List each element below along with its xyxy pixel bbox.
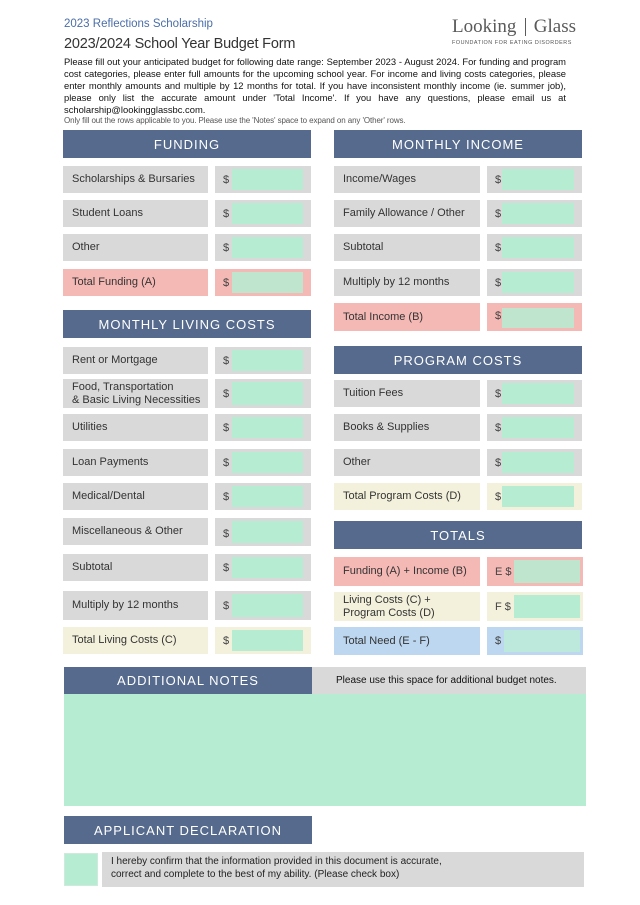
program-amount-other — [487, 449, 582, 476]
program-label-tuition: Tuition Fees — [334, 380, 480, 407]
totals-amount-need — [487, 627, 583, 655]
instructions-paragraph: Please fill out your anticipated budget for following date range: September 2023 - August 2024. For funding and program cost categories, please enter full amounts for the upcoming school year. For income and living costs categories, please enter monthly amounts and multiple by 12 months for total. If you have inconsistent monthly income (ie. summer job), please only list the accurate amount under 'Total Income'. If you have any questions, please email us at scholarship@lookingglassbc.com. — [64, 56, 566, 115]
funding-label-other: Other — [63, 234, 208, 261]
currency-symbol: $ — [223, 456, 230, 469]
funding-amount-total — [215, 269, 311, 296]
currency-symbol: $ — [223, 421, 230, 434]
living-amount-rent — [215, 347, 311, 374]
totals-label-f: Living Costs (C) + Program Costs (D) — [334, 592, 480, 621]
program-label-other: Other — [334, 449, 480, 476]
living-amount-total — [215, 627, 311, 654]
currency-symbol: $ — [495, 207, 502, 220]
totals-need-input[interactable] — [504, 630, 580, 652]
additional-notes-textarea[interactable] — [64, 694, 586, 806]
currency-symbol: $ — [223, 354, 230, 367]
totals-need-prefix: $ — [495, 635, 502, 647]
income-label-wages: Income/Wages — [334, 166, 480, 193]
currency-symbol: $ — [223, 528, 230, 541]
declaration-text: I hereby confirm that the information provided in this document is accurate, correct and complete to the best of my ability. (Please check box) — [102, 852, 584, 887]
living-label-medical: Medical/Dental — [63, 483, 208, 510]
living-label-loan-payments: Loan Payments — [63, 449, 208, 476]
living-multiply-input[interactable] — [232, 594, 303, 617]
totals-label-e: Funding (A) + Income (B) — [334, 557, 480, 586]
currency-symbol: $ — [223, 173, 230, 186]
currency-symbol: $ — [223, 207, 230, 220]
program-costs-header: PROGRAM COSTS — [334, 346, 582, 374]
income-wages-input[interactable] — [502, 169, 574, 190]
living-total-input[interactable] — [232, 630, 303, 651]
living-label-subtotal: Subtotal — [63, 554, 208, 581]
living-label-utilities: Utilities — [63, 414, 208, 441]
income-label-subtotal: Subtotal — [334, 234, 480, 261]
living-amount-subtotal — [215, 554, 311, 581]
living-misc-input[interactable] — [232, 521, 303, 543]
living-amount-misc — [215, 518, 311, 546]
living-label-rent: Rent or Mortgage — [63, 347, 208, 374]
living-costs-header: MONTHLY LIVING COSTS — [63, 310, 311, 338]
living-label-food: Food, Transportation & Basic Living Necessities — [63, 379, 208, 408]
program-label-books: Books & Supplies — [334, 414, 480, 441]
totals-header: TOTALS — [334, 521, 582, 549]
living-label-misc: Miscellaneous & Other — [63, 518, 208, 545]
program-tuition-input[interactable] — [502, 383, 574, 404]
logo-divider — [525, 18, 526, 36]
income-label-family-allowance: Family Allowance / Other — [334, 200, 480, 227]
program-amount-tuition — [487, 380, 582, 407]
funding-label-total: Total Funding (A) — [63, 269, 208, 296]
funding-amount-other — [215, 234, 311, 261]
currency-symbol: $ — [223, 241, 230, 254]
currency-symbol: $ — [495, 387, 502, 400]
funding-label-student-loans: Student Loans — [63, 200, 208, 227]
currency-symbol: $ — [495, 421, 502, 434]
income-amount-subtotal — [487, 234, 582, 261]
living-label-multiply: Multiply by 12 months — [63, 591, 208, 620]
program-total-input[interactable] — [502, 486, 574, 507]
applicant-declaration-header: APPLICANT DECLARATION — [64, 816, 312, 844]
currency-symbol: $ — [495, 490, 502, 503]
additional-notes-info: Please use this space for additional budget notes. — [312, 667, 586, 694]
logo-word-right: Glass — [533, 16, 576, 37]
currency-symbol: $ — [495, 309, 502, 322]
living-label-total: Total Living Costs (C) — [63, 627, 208, 654]
totals-amount-e — [487, 557, 583, 586]
totals-f-prefix: F $ — [495, 600, 511, 613]
income-label-multiply: Multiply by 12 months — [334, 269, 480, 296]
program-other-input[interactable] — [502, 452, 574, 473]
income-amount-family-allowance — [487, 200, 582, 227]
funding-student-loans-input[interactable] — [232, 203, 303, 224]
looking-glass-logo — [452, 16, 576, 48]
program-label-total: Total Program Costs (D) — [334, 483, 480, 510]
income-label-total: Total Income (B) — [334, 303, 480, 331]
living-amount-utilities — [215, 414, 311, 441]
program-amount-total — [487, 483, 582, 510]
totals-f-input[interactable] — [514, 595, 580, 618]
living-food-input[interactable] — [232, 382, 303, 405]
funding-other-input[interactable] — [232, 237, 303, 258]
living-loan-payments-input[interactable] — [232, 452, 303, 473]
income-header: MONTHLY INCOME — [334, 130, 582, 158]
funding-amount-scholarships — [215, 166, 311, 193]
funding-header: FUNDING — [63, 130, 311, 158]
logo-word-left: Looking — [452, 16, 517, 37]
scholarship-kicker: 2023 Reflections Scholarship — [64, 18, 213, 30]
living-rent-input[interactable] — [232, 350, 303, 371]
income-amount-multiply — [487, 269, 582, 296]
program-books-input[interactable] — [502, 417, 574, 438]
living-amount-loan-payments — [215, 449, 311, 476]
living-utilities-input[interactable] — [232, 417, 303, 438]
living-amount-multiply — [215, 591, 311, 620]
currency-symbol: $ — [495, 173, 502, 186]
currency-symbol: $ — [223, 599, 230, 612]
living-subtotal-input[interactable] — [232, 557, 303, 578]
logo-tagline: FOUNDATION FOR EATING DISORDERS — [452, 40, 572, 46]
currency-symbol: $ — [223, 634, 230, 647]
declaration-checkbox[interactable] — [64, 853, 98, 886]
currency-symbol: $ — [495, 276, 502, 289]
funding-scholarships-input[interactable] — [232, 169, 303, 190]
currency-symbol: $ — [223, 387, 230, 400]
living-amount-food — [215, 379, 311, 408]
program-amount-books — [487, 414, 582, 441]
living-amount-medical — [215, 483, 311, 510]
instructions-note: Only fill out the rows applicable to you. Please use the 'Notes' space to expand on any 'Other' rows. — [64, 116, 406, 125]
totals-amount-f — [487, 592, 583, 621]
additional-notes-header: ADDITIONAL NOTES — [64, 667, 312, 694]
income-amount-wages — [487, 166, 582, 193]
currency-symbol: $ — [495, 241, 502, 254]
currency-symbol: $ — [223, 561, 230, 574]
living-medical-input[interactable] — [232, 486, 303, 507]
currency-symbol: $ — [223, 490, 230, 503]
totals-label-need: Total Need (E - F) — [334, 627, 480, 655]
income-multiply-input[interactable] — [502, 272, 574, 293]
currency-symbol: $ — [495, 456, 502, 469]
funding-label-scholarships: Scholarships & Bursaries — [63, 166, 208, 193]
income-total-input[interactable] — [502, 308, 574, 328]
page-title: 2023/2024 School Year Budget Form — [64, 36, 296, 52]
income-subtotal-input[interactable] — [502, 237, 574, 258]
currency-symbol: $ — [223, 276, 230, 289]
income-family-allowance-input[interactable] — [502, 203, 574, 224]
totals-e-input[interactable] — [514, 560, 580, 583]
totals-e-prefix: E $ — [495, 565, 512, 578]
funding-amount-student-loans — [215, 200, 311, 227]
income-amount-total — [487, 303, 582, 331]
funding-total-input[interactable] — [232, 272, 303, 293]
